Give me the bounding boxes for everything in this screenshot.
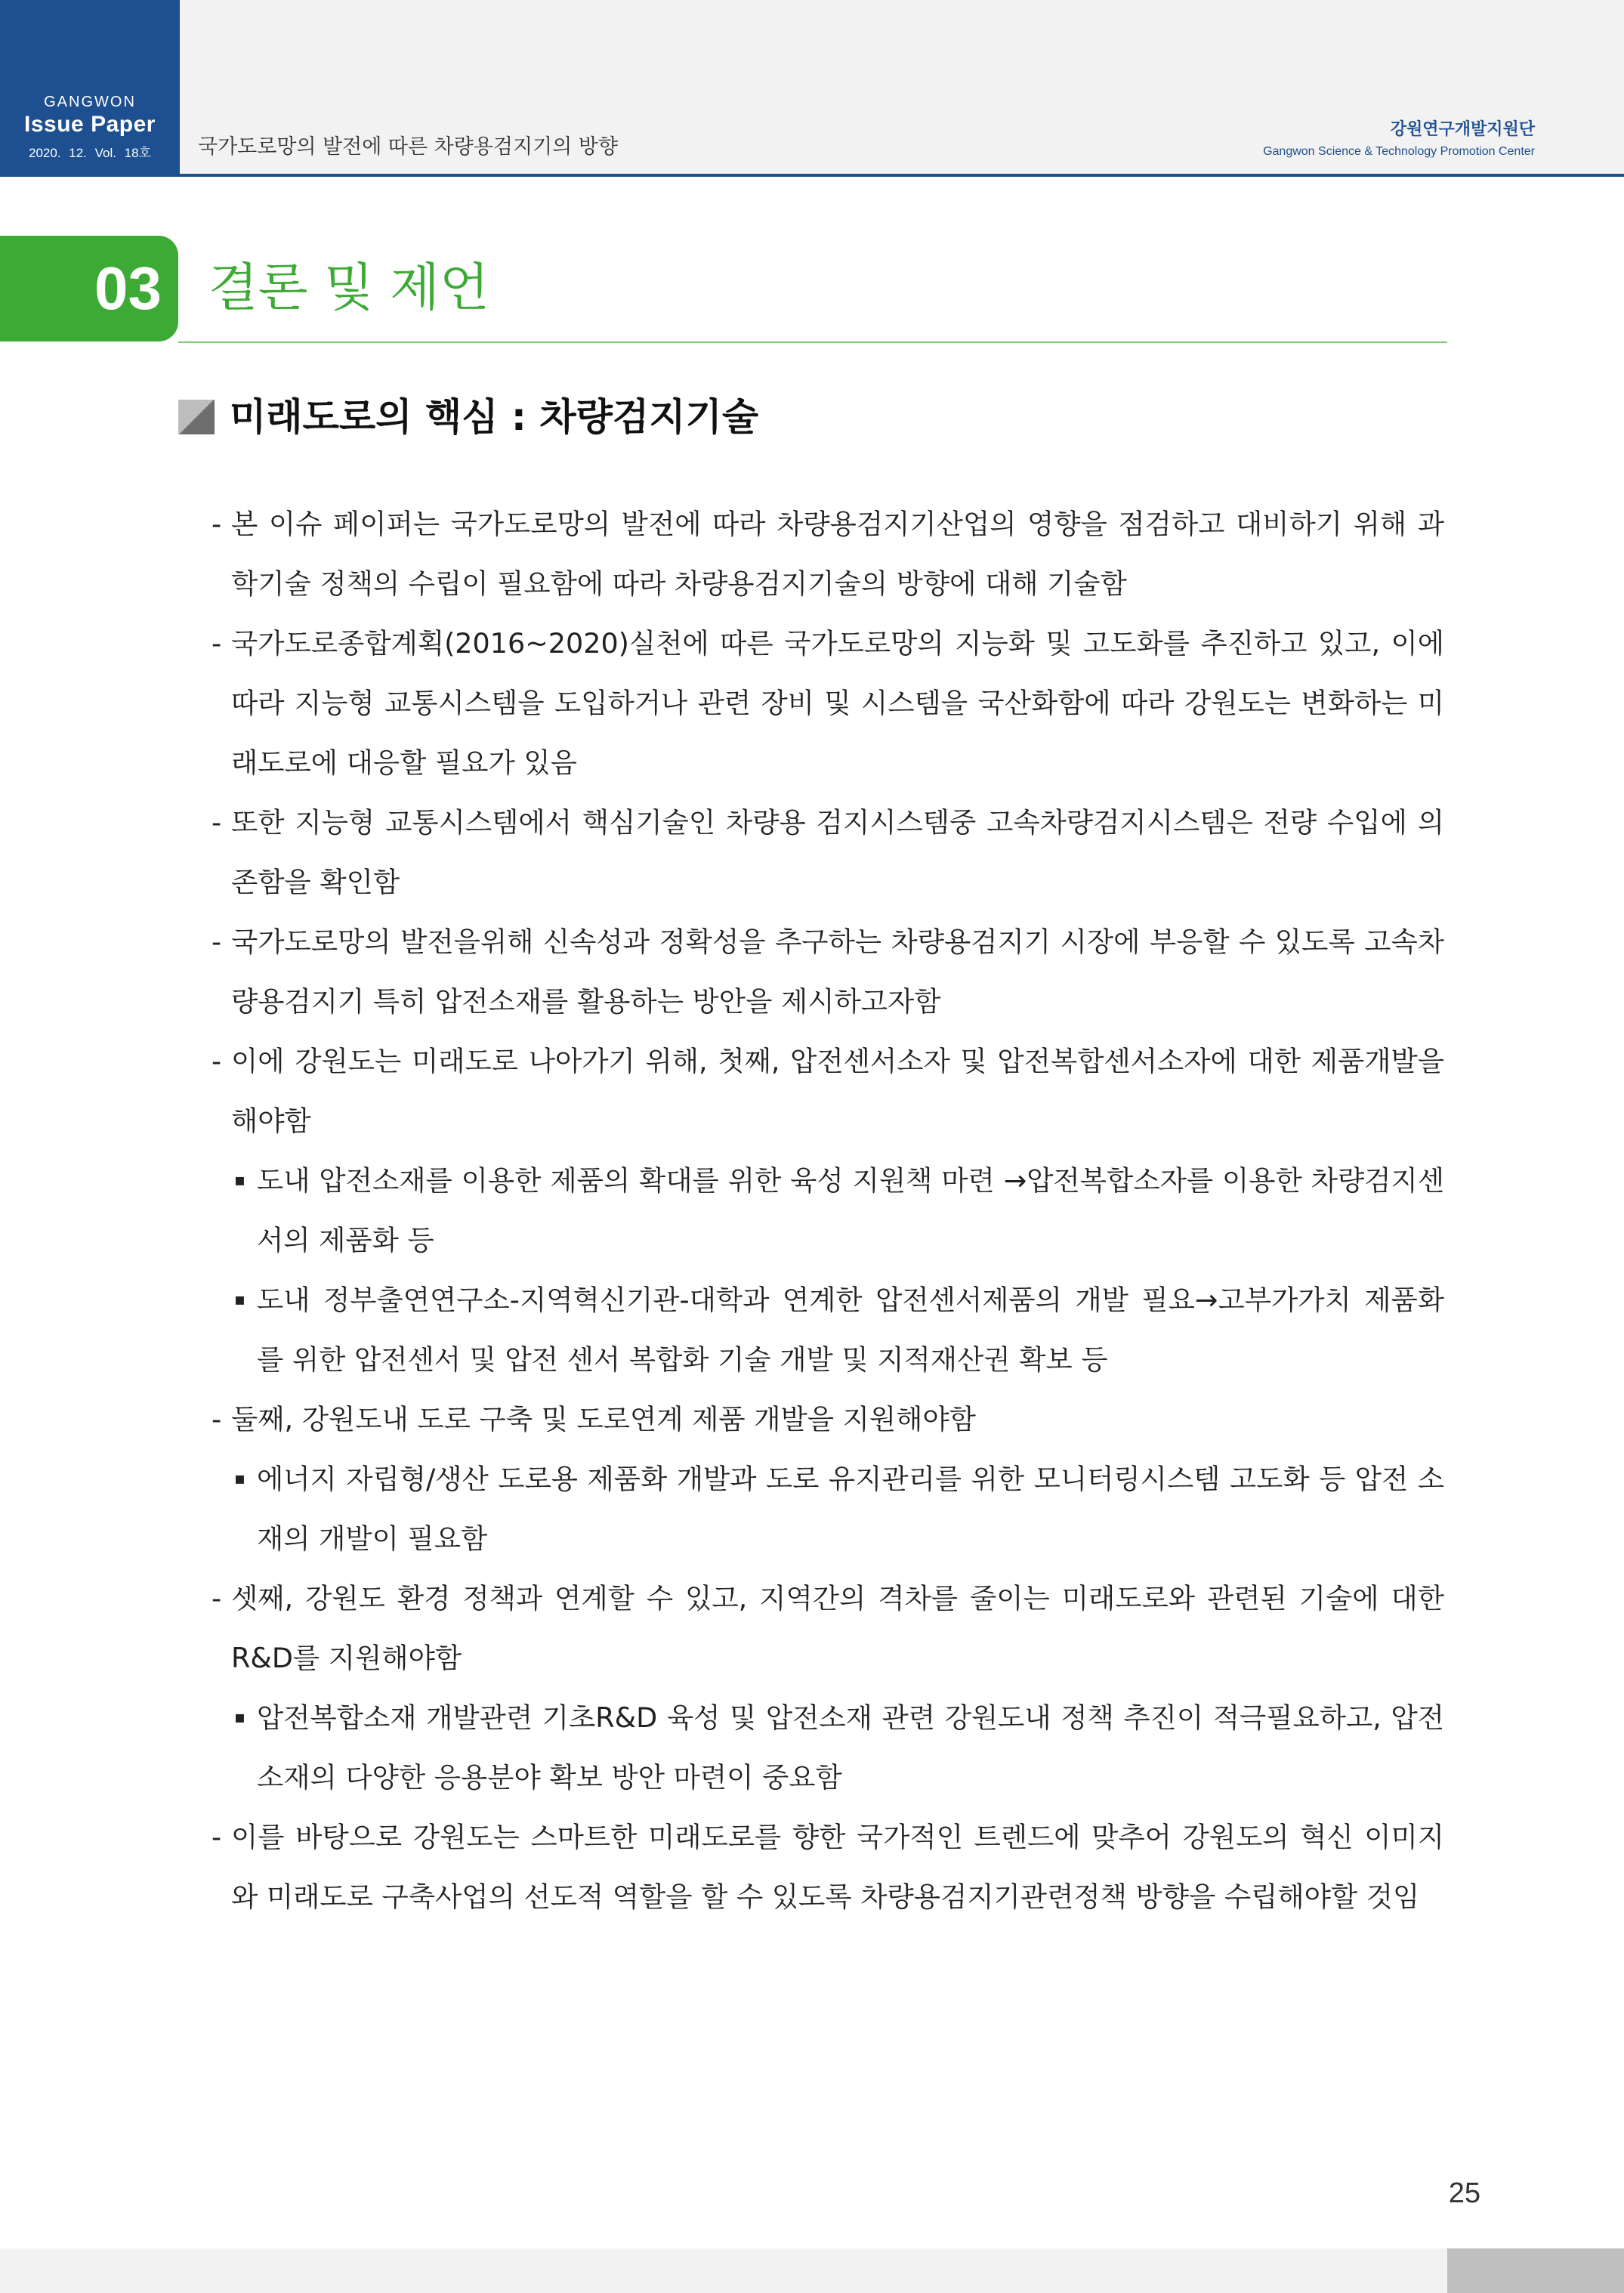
list-item (211, 613, 1444, 793)
square-marker: ▪ (234, 1171, 245, 1190)
sub-list-item-text: 에너지 자립형/생산 도로용 제품화 개발과 도로 유지관리를 위한 모니터링시스템 고도화 등 압전 소재의 개발이 필요함 (257, 1463, 1444, 1555)
subsection-title: 미래도로의 핵심 : 차량검지기술 (230, 395, 759, 439)
square-bullet-icon (178, 400, 215, 434)
footer-bar (0, 2248, 1447, 2293)
list-item-text: 국가도로종합계획(2016~2020)실천에 따른 국가도로망의 지능화 및 고도화를 추진하고 있고, 이에 따라 지능형 교통시스템을 도입하거나 관련 장비 및 시스템을 국산화함에 따라 강원도는 변화하는 미래도로에 대응할 필요가 있음 (231, 627, 1444, 779)
dash-marker: - (211, 926, 222, 958)
list-item-text: 이를 바탕으로 강원도는 스마트한 미래도로를 향한 국가적인 트렌드에 맞추어 강원도의 혁신 이미지와 미래도로 구축사업의 선도적 역할을 할 수 있도록 차량용검지기관련정책 방향을 수립해야할 것임 (231, 1821, 1444, 1913)
running-title: 국가도로망의 발전에 따른 차량용검지기의 방향 (198, 135, 618, 159)
list-item (211, 1807, 1444, 1927)
dash-marker: - (211, 1045, 222, 1077)
list-item (211, 1031, 1444, 1151)
section-number: 03 (94, 255, 162, 322)
sub-list-item-text: 압전복합소재 개발관련 기초R&D 육성 및 압전소재 관련 강원도내 정책 추진이 적극필요하고, 압전소재의 다양한 응용분야 확보 방안 마련이 중요함 (257, 1701, 1444, 1794)
list-item-text: 또한 지능형 교통시스템에서 핵심기술인 차량용 검지시스템중 고속차량검지시스템은 전량 수입에 의존함을 확인함 (231, 806, 1444, 898)
sub-list-item (211, 1270, 1444, 1389)
sub-list-item (211, 1151, 1444, 1270)
list-item-text: 둘째, 강원도내 도로 구축 및 도로연계 제품 개발을 지원해야함 (231, 1403, 976, 1435)
series-label: Issue Paper (24, 112, 156, 137)
page-number: 25 (1448, 2177, 1480, 2209)
square-marker: ▪ (234, 1290, 245, 1309)
list-item (211, 1568, 1444, 1688)
dash-marker: - (211, 1582, 222, 1615)
list-item-text: 본 이슈 페이퍼는 국가도로망의 발전에 따라 차량용검지기산업의 영향을 점검하고 대비하기 위해 과학기술 정책의 수립이 필요함에 따라 차량용검지기술의 방향에 대해 기술함 (231, 508, 1444, 600)
list-item (211, 1389, 1444, 1449)
org-name: 강원연구개발지원단 (1390, 120, 1535, 139)
body-text (211, 494, 1444, 1927)
issue-label: 2020. 12. Vol. 18호 (28, 146, 152, 160)
list-item-text: 셋째, 강원도 환경 정책과 연계할 수 있고, 지역간의 격차를 줄이는 미래도로와 관련된 기술에 대한 R&D를 지원해야함 (231, 1582, 1444, 1674)
sub-list-item-text: 도내 정부출연연구소-지역혁신기관-대학과 연계한 압전센서제품의 개발 필요→고부가가치 제품화를 위한 압전센서 및 압전 센서 복합화 기술 개발 및 지적재산권 확보 등 (257, 1284, 1444, 1376)
list-item-text: 이에 강원도는 미래도로 나아가기 위해, 첫째, 압전센서소자 및 압전복합센서소자에 대한 제품개발을 해야함 (231, 1045, 1444, 1137)
section-rule (178, 341, 1447, 343)
brand-label: GANGWON (44, 94, 136, 110)
sub-list-item (211, 1449, 1444, 1568)
list-item (211, 494, 1444, 613)
header-rule (180, 174, 1624, 177)
list-item (211, 912, 1444, 1031)
dash-marker: - (211, 1821, 222, 1853)
issue-paper-badge (0, 0, 180, 177)
sub-list-item-text: 도내 압전소재를 이용한 제품의 확대를 위한 육성 지원책 마련 →압전복합소자를 이용한 차량검지센서의 제품화 등 (257, 1164, 1444, 1256)
org-name-en: Gangwon Science & Technology Promotion Center (1263, 145, 1535, 158)
section-title: 결론 및 제언 (208, 258, 489, 318)
dash-marker: - (211, 627, 222, 660)
square-marker: ▪ (234, 1708, 245, 1727)
dash-marker: - (211, 508, 222, 540)
list-item (211, 793, 1444, 912)
list-item-text: 국가도로망의 발전을위해 신속성과 정확성을 추구하는 차량용검지기 시장에 부응할 수 있도록 고속차량용검지기 특히 압전소재를 활용하는 방안을 제시하고자함 (231, 926, 1444, 1018)
dash-marker: - (211, 1403, 222, 1435)
sub-list-item (211, 1688, 1444, 1807)
dash-marker: - (211, 806, 222, 839)
footer-end-block (1447, 2248, 1624, 2293)
square-marker: ▪ (234, 1469, 245, 1488)
